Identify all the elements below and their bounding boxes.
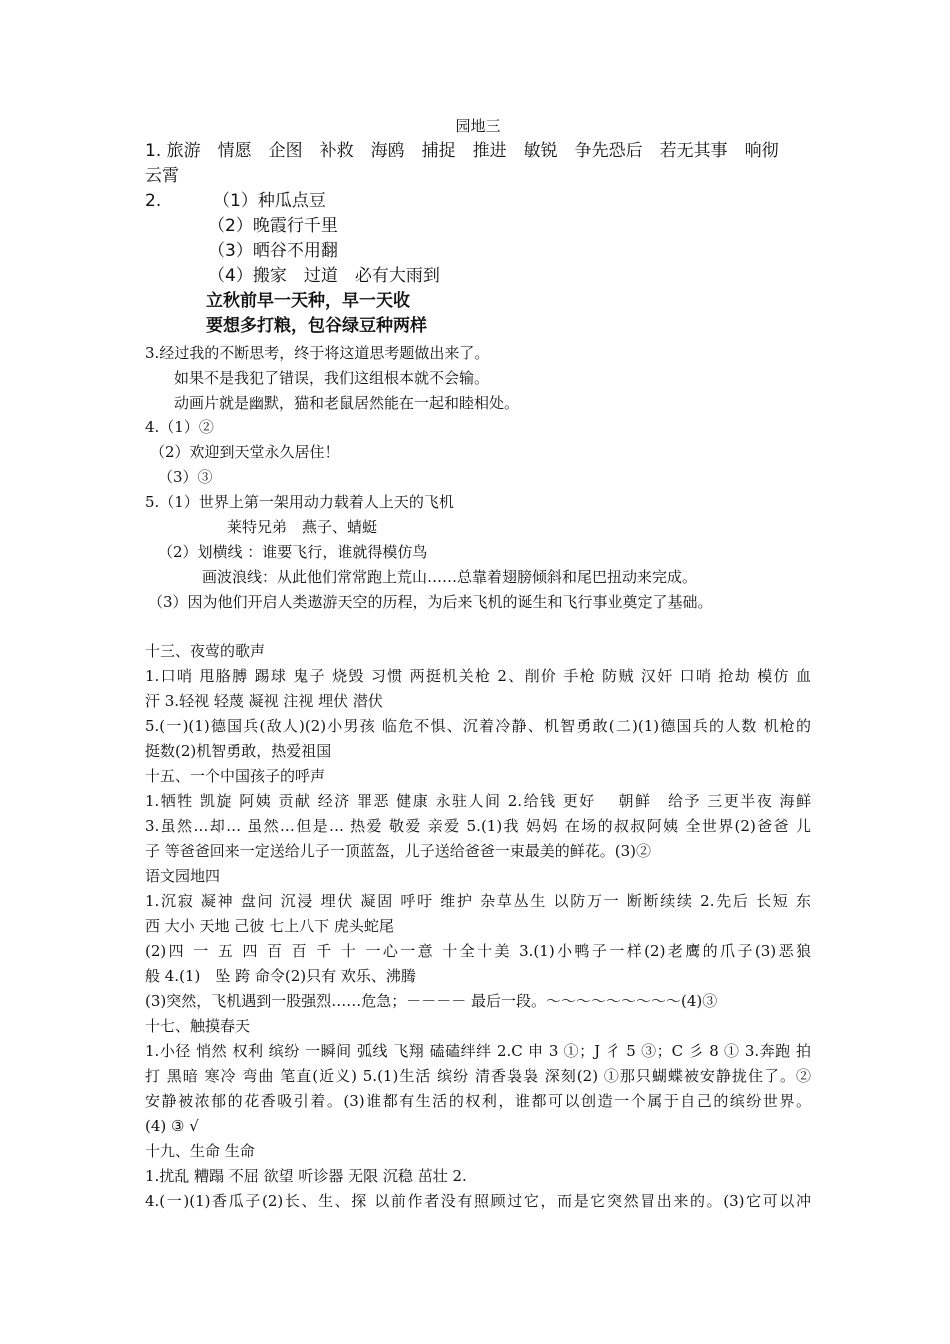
s17-line: 安静被浓郁的花香吸引着。(3)谁都有生活的权利，谁都可以创造一个属于自己的缤纷世界。 (145, 1092, 811, 1110)
s3-q2-bold-line: 立秋前早一天种，早一天收 (206, 291, 410, 311)
s3-q5-line: （2）划横线 ：谁要飞行，谁就得模仿鸟 (158, 543, 428, 561)
s17-line: (4) ③ √ (145, 1117, 199, 1135)
section-title-yuandi-san: 园地三 (455, 117, 501, 135)
section-title-chumo-chuntian: 十七、触摸春天 (145, 1017, 251, 1035)
s3-q3-line: 如果不是我犯了错误，我们这组根本就不会输。 (174, 369, 490, 387)
s4-line: 西 大小 天地 己彼 七上八下 虎头蛇尾 (145, 917, 394, 935)
s3-q3-line: 动画片就是幽默，猫和老鼠居然能在一起和睦相处。 (174, 394, 520, 412)
s3-q5-line: 5.（1）世界上第一架用动力载着人上天的飞机 (145, 493, 454, 511)
s3-q4-line: （3）③ (158, 468, 213, 486)
s3-q2-bold-line: 要想多打粮，包谷绿豆种两样 (206, 316, 427, 336)
s4-line: (2)四 一 五 四 百 百 千 十 一心一意 十全十美 3.(1)小鸭子一样(2)老鹰的爪子(3)恶狼 (145, 942, 811, 960)
s3-q5-line: 莱特兄弟 燕子、蜻蜓 (227, 518, 378, 536)
s19-line: 1.扰乱 糟蹋 不屈 欲望 听诊器 无限 沉稳 茁壮 2. (145, 1167, 467, 1185)
s4-line: 1.沉寂 凝神 盘问 沉浸 埋伏 凝固 呼吁 维护 杂草丛生 以防万一 断断续续 2.先后 长短 东 (145, 892, 811, 910)
s4-line: (3)突然，飞机遇到一股强烈……危急；－－－－ 最后一段。～～～～～～～～～(4)③ (145, 992, 718, 1010)
s13-line: 汗 3.轻视 轻蔑 凝视 注视 埋伏 潜伏 (145, 692, 383, 710)
section-title-shengming-shengming: 十九、生命 生命 (145, 1142, 255, 1160)
s15-line: 3.虽然…却… 虽然…但是… 热爱 敬爱 亲爱 5.(1)我 妈妈 在场的叔叔阿姨 全世界(2)爸爸 儿 (145, 817, 811, 835)
s3-q5-line: （3）因为他们开启人类遨游天空的历程，为后来飞机的诞生和飞行事业奠定了基础。 (148, 593, 713, 611)
s3-q1-line: 1. 旅游 情愿 企图 补救 海鸥 捕捉 推进 敏锐 争先恐后 若无其事 响彻 (145, 141, 779, 161)
s13-line: 5.(一)(1)德国兵(敌人)(2)小男孩 临危不惧、沉着冷静、机智勇敢(二)(1)德国兵的人数 机枪的 (145, 717, 811, 735)
s15-line: 子 等爸爸回来一定送给儿子一顶蓝盔，儿子送给爸爸一束最美的鲜花。(3)② (145, 842, 652, 860)
s3-q2-item: （2）晚霞行千里 (208, 216, 338, 236)
section-title-yuwen-yuandi-si: 语文园地四 (145, 867, 221, 885)
s4-line: 般 4.(1) 坠 跨 命令(2)只有 欢乐、沸腾 (145, 967, 416, 985)
s13-line: 1.口哨 甩胳膊 踢球 鬼子 烧毁 习惯 两挺机关枪 2、削价 手枪 防贼 汉奸 口哨 抢劫 模仿 血 (145, 667, 811, 685)
s13-line: 挺数(2)机智勇敢，热爱祖国 (145, 742, 332, 760)
s3-q2-item: （3）晒谷不用翻 (208, 241, 338, 261)
s3-q5-line: 画波浪线：从此他们常常跑上荒山……总靠着翅膀倾斜和尾巴扭动来完成。 (202, 568, 698, 586)
s17-line: 打 黑暗 寒冷 弯曲 笔直(近义) 5.(1)生活 缤纷 清香袅袅 深刻(2) ①那只蝴蝶被安静拢住了。② (145, 1067, 811, 1085)
section-title-yeying-de-gesheng: 十三、夜莺的歌声 (145, 642, 266, 660)
s3-q2-item: （4）搬家 过道 必有大雨到 (208, 266, 440, 286)
s17-line: 1.小径 悄然 权利 缤纷 一瞬间 弧线 飞翔 磕磕绊绊 2.C 申 3 ①；J 彳 5 ③；C 彡 8 ① 3.奔跑 拍 (145, 1042, 811, 1060)
s3-q4-line: （2）欢迎到天堂永久居住！ (150, 443, 340, 461)
s3-q2-item: （1）种瓜点豆 (213, 191, 326, 211)
s3-q3-line: 3.经过我的不断思考，终于将这道思考题做出来了。 (145, 344, 490, 362)
s3-q4-line: 4.（1）② (145, 418, 214, 436)
s3-q2-label: 2. (145, 191, 162, 211)
section-title-zhongguo-haizi-husheng: 十五、一个中国孩子的呼声 (145, 767, 326, 785)
s3-q1-line: 云霄 (145, 166, 179, 186)
s15-line: 1.牺牲 凯旋 阿姨 贡献 经济 罪恶 健康 永驻人间 2.给钱 更好 朝鲜 给予 三更半夜 海鲜 (145, 792, 811, 810)
s19-line: 4.(一)(1)香瓜子(2)长、生、探 以前作者没有照顾过它，而是它突然冒出来的。(3)它可以冲 (145, 1192, 811, 1210)
